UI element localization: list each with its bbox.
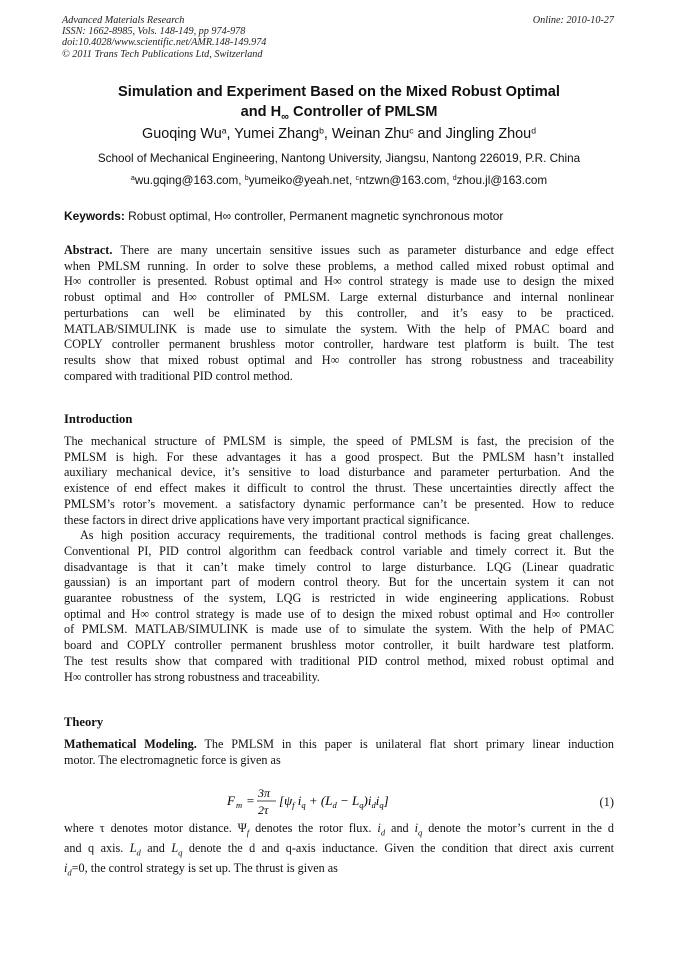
eq-denominator: 2τ: [258, 803, 269, 817]
intro-line: As high position accuracy requirements, the traditional control methods is facing great challenges.: [80, 528, 614, 543]
author-separator: ,: [323, 126, 332, 142]
subsection-label: Mathematical Modeling.: [64, 737, 197, 751]
author-marker: d: [531, 125, 536, 136]
intro-line: auxiliary mechanical device, it’s sensitive to load disturbance and parameter perturbation. And the: [64, 465, 614, 480]
author-name: Guoqing Wu: [142, 126, 222, 142]
author-marker: b: [319, 125, 324, 136]
abstract-line: MATLAB/SIMULINK is made use to simulate the system. With the help of PMAC board and: [64, 321, 614, 336]
author-emails: [20, 174, 658, 187]
journal-copyright: © 2011 Trans Tech Publications Ltd, Switzerland: [62, 48, 263, 60]
text-part: where τ denotes motor distance. Ψ: [64, 821, 247, 835]
title-h-infinity-sub: ∞: [281, 110, 289, 123]
email-address: ntzwn@163.com: [358, 174, 447, 187]
abstract: [64, 243, 614, 384]
author-separator: and: [413, 126, 446, 142]
post-eq-line: and q axis. $L_d$ and $L_q$ denote the d and q-axis inductance. Given the condition that direct axis current: [64, 841, 614, 858]
intro-line: disadvantage is that it can’t make timely control to large disturbance. LQG (Linear quadratic: [64, 559, 614, 574]
equation-number: (1): [599, 795, 614, 809]
abstract-text: There are many uncertain sensitive issues such as parameter disturbance and edge effect: [112, 243, 614, 257]
email-marker: b: [244, 175, 249, 183]
intro-line: these factors in direct drive applications have very important practical significance.: [64, 512, 470, 527]
abstract-line: compared with traditional PID control method.: [64, 368, 293, 383]
text-part: denote the d and q-axis inductance. Given the condition that direct axis current: [182, 841, 614, 856]
text-part: and q axis.: [64, 841, 130, 856]
abstract-line: H∞ controller is presented. Robust optimal and H∞ control strategy is made use to design the mixed: [64, 274, 614, 289]
journal-header: [62, 15, 266, 60]
intro-line: PMLSM is high. For these advantages it has a good prospect. But the PMLSM hasn’t installed: [64, 449, 614, 464]
email-separator: ,: [348, 174, 356, 187]
post-eq-line: where τ denotes motor distance. $\Psi_f$ denotes the rotor flux. $i_d$ and $i_q$ denote the motor’s current in the d: [64, 821, 614, 838]
journal-name: Advanced Materials Research: [62, 15, 185, 26]
keywords: [64, 209, 503, 223]
affiliation: School of Mechanical Engineering, Nantong University, Jiangsu, Nantong 226019, P.R. China: [97, 152, 581, 165]
theory-text: The PMLSM in this paper is unilateral flat short primary linear induction: [196, 737, 614, 751]
email-separator: ,: [446, 174, 453, 187]
section-heading-theory: Theory: [64, 715, 104, 729]
email-address: wu.gqing@163.com: [134, 174, 239, 187]
eq-lhs: F: [227, 793, 235, 808]
intro-line: gaussian) is an important part of modern control theory. But for the uncertain system it can not: [64, 575, 614, 590]
intro-line: Conventional PI, PID control algorithm can feedback control variable and timely correct it. But the: [64, 543, 614, 558]
theory-body: [64, 737, 614, 768]
intro-line: optimal and H∞ control strategy is made use of to design the mixed robust optimal and H∞ controller: [64, 606, 614, 621]
email-separator: ,: [238, 174, 245, 187]
email-marker: a: [130, 175, 135, 183]
post-equation-text: [64, 821, 614, 881]
introduction-body: [64, 434, 614, 685]
paper-title: [40, 82, 638, 127]
intro-line: existence of end effect makes it difficult to control the thrust. These uncertainties directly affect the: [64, 481, 614, 496]
journal-issn: ISSN: 1662-8985, Vols. 148-149, pp 974-978: [62, 26, 246, 38]
journal-doi: doi:10.4028/www.scientific.net/AMR.148-149.974: [62, 37, 267, 49]
intro-line: PMLSM’s rotor’s movement. a satisfactory dynamic performance can’t be presented. How to reduce: [64, 496, 614, 511]
eq-equals: =: [246, 793, 255, 808]
equation-1: [0, 780, 678, 820]
intro-line: The mechanical structure of PMLSM is simple, the speed of PMLSM is fast, the precision of the: [64, 434, 614, 448]
abstract-label: Abstract.: [64, 243, 113, 257]
email-address: yumeiko@yeah.net: [248, 174, 349, 187]
keywords-text: Robust optimal, H∞ controller, Permanent magnetic synchronous motor: [124, 209, 504, 223]
intro-line: guarantee robustness of the system, LQG is restricted in wide engineering applications. Robust: [64, 591, 614, 606]
author-list: [20, 126, 658, 142]
text-part: =0, the control strategy is set up. The thrust is given as: [71, 861, 338, 876]
text-part: and: [385, 821, 415, 835]
online-date: Online: 2010-10-27: [532, 15, 614, 26]
text-part: denote the motor’s current in the d: [422, 821, 614, 835]
theory-line: [64, 737, 614, 753]
author-marker: a: [221, 125, 227, 136]
post-eq-line: $i_d=0$, the control strategy is set up. The thrust is given as: [64, 861, 338, 878]
title-line-1: Simulation and Experiment Based on the Mixed Robust Optimal: [118, 84, 560, 100]
title-part: Controller of PMLSM: [288, 104, 438, 120]
eq-numerator: 3π: [258, 786, 271, 800]
email-marker: d: [452, 175, 457, 183]
author-name: Yumei Zhang: [234, 126, 320, 142]
email-marker: c: [355, 175, 359, 183]
author-name: Jingling Zhou: [445, 126, 532, 142]
abstract-line: perturbations can well be eliminated by this controller, and it’s easy to be practiced.: [64, 305, 614, 320]
theory-line: motor. The electromagnetic force is given as: [64, 752, 281, 767]
eq-bracket-expression: [$\psi_f$ $i_q + (L_d - L_q)i_di_q$]: [279, 793, 389, 810]
section-heading-introduction: Introduction: [64, 412, 133, 426]
abstract-line: robust optimal and H∞ controller of PMLSM. Large external disturbance and internal nonlinear: [64, 290, 614, 305]
eq-lhs-subscript: m: [236, 800, 243, 810]
intro-line: of PMLSM. MATLAB/SIMULINK is made use of to simulate the system. With the help of PMAC: [64, 622, 614, 637]
abstract-line: [64, 243, 614, 259]
abstract-line: results show that mixed robust optimal and H∞ controller has strong robustness and traceability: [64, 352, 614, 367]
intro-line: The test results show that compared with traditional PID control method, mixed robust optimal and: [64, 653, 614, 668]
intro-line: H∞ controller has strong robustness and traceability.: [64, 669, 320, 684]
email-address: zhou.jl@163.com: [456, 174, 548, 187]
author-name: Weinan Zhu: [331, 126, 410, 142]
title-part: and H: [240, 104, 282, 120]
keywords-label: Keywords:: [64, 209, 125, 223]
intro-line: board and COPLY controller permanent brushless motor controller, it built hardware test platform.: [64, 638, 614, 653]
title-line-2: [40, 102, 638, 127]
author-separator: ,: [226, 126, 235, 142]
text-part: and: [140, 841, 172, 856]
abstract-line: when PMLSM running. In order to solve these problems, a method called mixed robust optimal and: [64, 258, 614, 273]
author-marker: c: [409, 125, 414, 136]
subscript: f: [246, 827, 250, 838]
text-part: denotes the rotor flux.: [249, 821, 378, 835]
abstract-line: COPLY controller permanent brushless motor controller, hardware test platform is built. The test: [64, 337, 614, 352]
